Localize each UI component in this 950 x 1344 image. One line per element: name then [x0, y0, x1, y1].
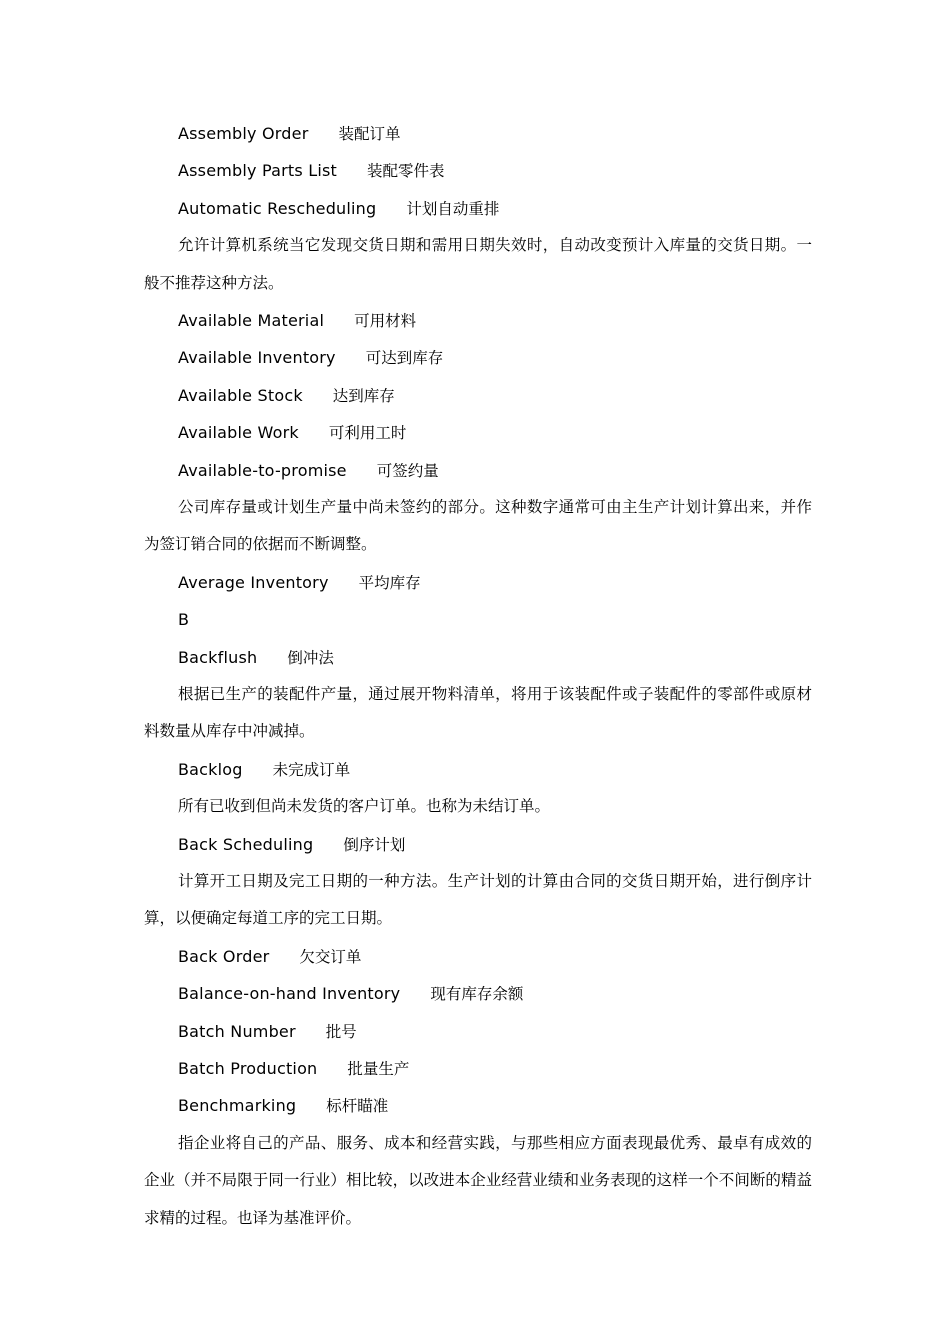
term-chinese: 批号 [325, 1022, 357, 1041]
term-english: Available Stock [178, 385, 303, 405]
glossary-term [144, 190, 812, 227]
term-chinese: 倒冲法 [287, 648, 334, 667]
glossary-term [144, 1087, 812, 1124]
term-english: Balance-on-hand Inventory [178, 984, 401, 1004]
term-english: Back Order [178, 946, 270, 966]
section-letter-heading: B [178, 610, 189, 630]
term-description: 根据已生产的装配件产量，通过展开物料清单，将用于该装配件或子装配件的零部件或原材料数量从库存中冲减掉。 [144, 684, 812, 741]
term-english: Assembly Order [178, 124, 309, 143]
term-chinese: 现有库存余额 [430, 985, 524, 1004]
term-chinese: 平均库存 [358, 573, 421, 592]
term-description: 允许计算机系统当它发现交货日期和需用日期失效时，自动改变预计入库量的交货日期。一般不推荐这种方法。 [144, 236, 812, 292]
term-chinese: 倒序计划 [343, 835, 406, 854]
term-description: 公司库存量或计划生产量中尚未签约的部分。这种数字通常可由主生产计划计算出来，并作为签订销合同的依据而不断调整。 [144, 497, 812, 554]
glossary-term [144, 1013, 812, 1050]
glossary-term [144, 339, 812, 376]
glossary-term [144, 302, 812, 339]
term-english: Available Inventory [178, 348, 336, 368]
glossary-term [144, 377, 812, 414]
term-english: Average Inventory [178, 572, 329, 592]
term-chinese: 达到库存 [332, 386, 395, 405]
term-english: Available-to-promise [178, 460, 347, 480]
term-chinese: 欠交订单 [299, 947, 362, 966]
glossary-term [144, 152, 812, 189]
term-english: Backflush [178, 647, 258, 667]
term-chinese: 标杆瞄准 [326, 1097, 389, 1116]
term-chinese: 装配零件表 [366, 162, 445, 181]
term-chinese: 可利用工时 [328, 424, 407, 443]
term-english: Available Material [178, 310, 325, 330]
glossary-term [144, 414, 812, 451]
glossary-term [144, 564, 812, 601]
term-description: 计算开工日期及完工日期的一种方法。生产计划的计算由合同的交货日期开始，进行倒序计算，以便确定每道工序的完工日期。 [144, 871, 812, 928]
term-english: Automatic Rescheduling [178, 198, 377, 218]
term-english: Back Scheduling [178, 834, 314, 854]
glossary-term [144, 452, 812, 489]
term-description: 指企业将自己的产品、服务、成本和经营实践，与那些相应方面表现最优秀、最卓有成效的企业（并不局限于同一行业）相比较，以改进本企业经营业绩和业务表现的这样一个不间断的精益求精的过程。也译为基准评价。 [144, 1133, 812, 1227]
term-english: Backlog [178, 759, 243, 779]
glossary-term [144, 938, 812, 975]
glossary-term [144, 826, 812, 863]
glossary-term [144, 975, 812, 1012]
term-english: Batch Number [178, 1021, 296, 1041]
term-chinese: 批量生产 [347, 1059, 410, 1078]
term-chinese: 未完成订单 [272, 760, 351, 779]
term-description: 所有已收到但尚未发货的客户订单。也称为未结订单。 [178, 797, 551, 816]
term-english: Batch Production [178, 1058, 318, 1078]
term-english: Benchmarking [178, 1096, 297, 1116]
glossary-term [144, 1050, 812, 1087]
term-chinese: 可用材料 [354, 311, 417, 330]
term-chinese: 计划自动重排 [406, 199, 500, 218]
term-chinese: 装配订单 [338, 125, 401, 143]
glossary-term [144, 751, 812, 788]
glossary-term [144, 115, 812, 152]
term-chinese: 可签约量 [376, 461, 439, 480]
term-english: Available Work [178, 423, 299, 443]
glossary-term [144, 639, 812, 676]
term-chinese: 可达到库存 [365, 349, 444, 368]
term-english: Assembly Parts List [178, 161, 337, 181]
glossary-content [144, 115, 812, 1237]
